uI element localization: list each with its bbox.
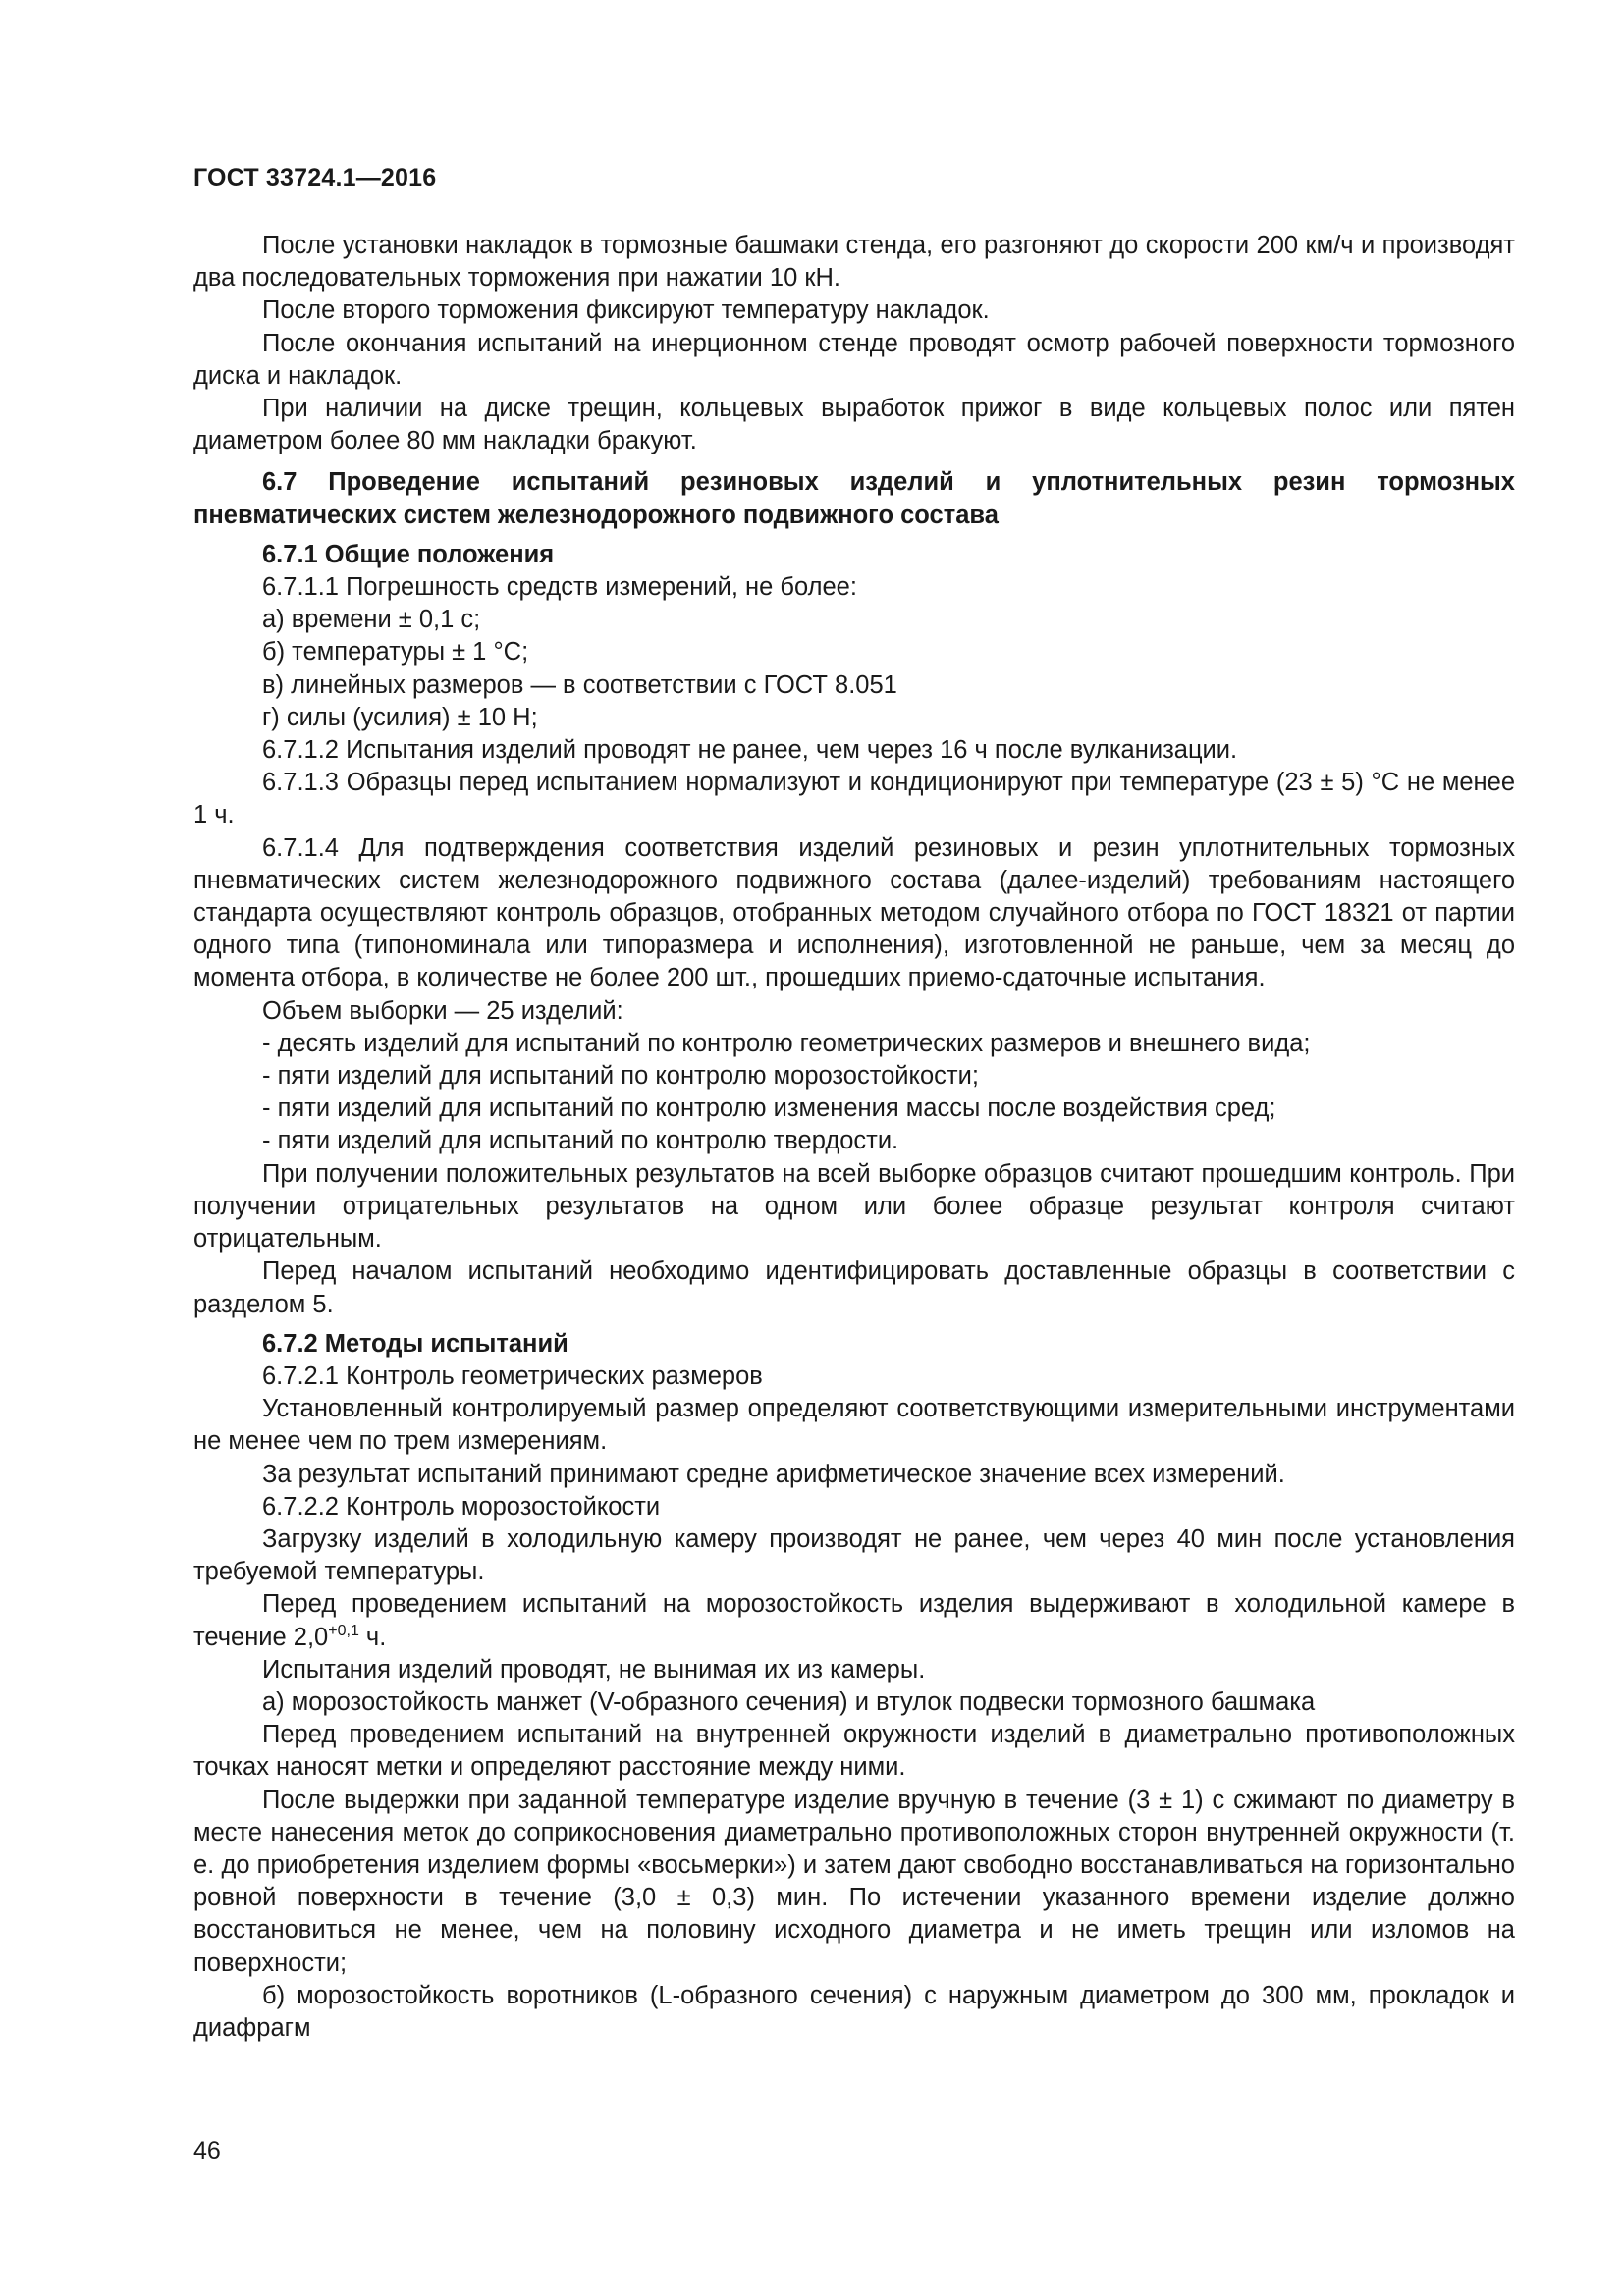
list-item: в) линейных размеров — в соответствии с ГОСТ 8.051 — [262, 670, 897, 699]
paragraph: После окончания испытаний на инерционном стенде проводят осмотр рабочей поверхности тормозного диска и накладок. — [193, 329, 1515, 390]
paragraph: При получении положительных результатов на всей выборке образцов считают прошедшим контроль. При получении отрицательных результатов на одном или более образце результат контроля считают отрицательным. — [193, 1159, 1515, 1254]
paragraph: 6.7.2.1 Контроль геометрических размеров — [262, 1362, 763, 1390]
paragraph: Установленный контролируемый размер определяют соответствующими измерительными инструментами не менее чем по трем измерениям. — [193, 1395, 1515, 1456]
paragraph: 6.7.1.3 Образцы перед испытанием нормализуют и кондиционируют при температуре (23 ± 5) °С не менее 1 ч. — [193, 769, 1515, 829]
paragraph: За результат испытаний принимают средне арифметическое значение всех измерений. — [262, 1460, 1285, 1488]
list-item: - пяти изделий для испытаний по контролю изменения массы после воздействия сред; — [262, 1095, 1276, 1123]
text: ч. — [358, 1623, 387, 1651]
paragraph: 6.7.1.2 Испытания изделий проводят не ранее, чем через 16 ч после вулканизации. — [262, 736, 1238, 765]
document-body — [193, 230, 1515, 2045]
text: Перед проведением испытаний на морозостойкость изделия выдерживают в холодильной камере в течение 2,0 — [193, 1590, 1515, 1651]
paragraph-with-superscript — [193, 1588, 1515, 1653]
paragraph: Загрузку изделий в холодильную камеру производят не ранее, чем через 40 мин после установления требуемой температуры. — [193, 1524, 1515, 1586]
section-heading-6-7: 6.7 Проведение испытаний резиновых изделий и уплотнительных резин тормозных пневматических систем железнодорожного подвижного состава — [193, 468, 1515, 529]
paragraph: После установки накладок в тормозные башмаки стенда, его разгоняют до скорости 200 км/ч и производят два последовательных торможения при нажатии 10 кН. — [193, 232, 1515, 293]
list-item: - пяти изделий для испытаний по контролю морозостойкости; — [262, 1062, 979, 1091]
tolerance-superscript: +0,1 — [328, 1622, 359, 1639]
list-item: а) времени ± 0,1 с; — [262, 606, 481, 634]
paragraph: Перед проведением испытаний на внутренней окружности изделий в диаметрально противоположных точках наносят метки и определяют расстояние между ними. — [193, 1721, 1515, 1782]
paragraph: 6.7.1.1 Погрешность средств измерений, не более: — [262, 573, 857, 602]
paragraph: При наличии на диске трещин, кольцевых выработок прижог в виде кольцевых полос или пятен диаметром более 80 мм накладки бракуют. — [193, 395, 1515, 455]
list-item: - десять изделий для испытаний по контролю геометрических размеров и внешнего вида; — [262, 1029, 1311, 1057]
list-item: г) силы (усилия) ± 10 Н; — [262, 703, 538, 731]
paragraph: 6.7.2.2 Контроль морозостойкости — [262, 1492, 661, 1521]
list-item: б) морозостойкость воротников (L-образного сечения) с наружным диаметром до 300 мм, прокладок и диафрагм — [193, 1981, 1515, 2042]
paragraph: 6.7.1.4 Для подтверждения соответствия изделий резиновых и резин уплотнительных тормозных пневматических систем железнодорожного подвижного состава (далее-изделий) требованиям настоящего стандарта осуществляют контроль образцов, отобранных методом случайного отбора по ГОСТ 18321 от партии одного типа (типономинала или типоразмера и исполнения), изготовленной не раньше, чем за месяц до момента отбора, в количестве не более 200 шт., прошедших приемо-сдаточные испытания. — [193, 833, 1515, 992]
paragraph: Объем выборки — 25 изделий: — [262, 996, 623, 1025]
list-item: - пяти изделий для испытаний по контролю твердости. — [262, 1127, 899, 1155]
paragraph: После выдержки при заданной температуре изделие вручную в течение (3 ± 1) с сжимают по диаметру в месте нанесения меток до соприкосновения диаметрально противоположных сторон внутренней окружности (т. е. до приобретения изделием формы «восьмерки») и затем дают свободно восстанавливаться на горизонтально ровной поверхности в течение (3,0 ± 0,3) мин. По истечении указанного времени изделие должно восстановиться не менее, чем на половину исходного диаметра и не иметь трещин или изломов на поверхности; — [193, 1786, 1515, 1977]
page-number: 46 — [193, 2137, 221, 2164]
subsection-heading-6-7-1: 6.7.1 Общие положения — [262, 540, 555, 568]
list-item: а) морозостойкость манжет (V-образного сечения) и втулок подвески тормозного башмака — [262, 1687, 1316, 1716]
document-code-header: ГОСТ 33724.1—2016 — [193, 164, 437, 191]
paragraph: После второго торможения фиксируют температуру накладок. — [262, 296, 990, 325]
paragraph: Перед началом испытаний необходимо идентифицировать доставленные образцы в соответствии с разделом 5. — [193, 1257, 1515, 1318]
subsection-heading-6-7-2: 6.7.2 Методы испытаний — [262, 1329, 568, 1358]
paragraph: Испытания изделий проводят, не вынимая их из камеры. — [262, 1655, 926, 1683]
list-item: б) температуры ± 1 °С; — [262, 638, 529, 667]
